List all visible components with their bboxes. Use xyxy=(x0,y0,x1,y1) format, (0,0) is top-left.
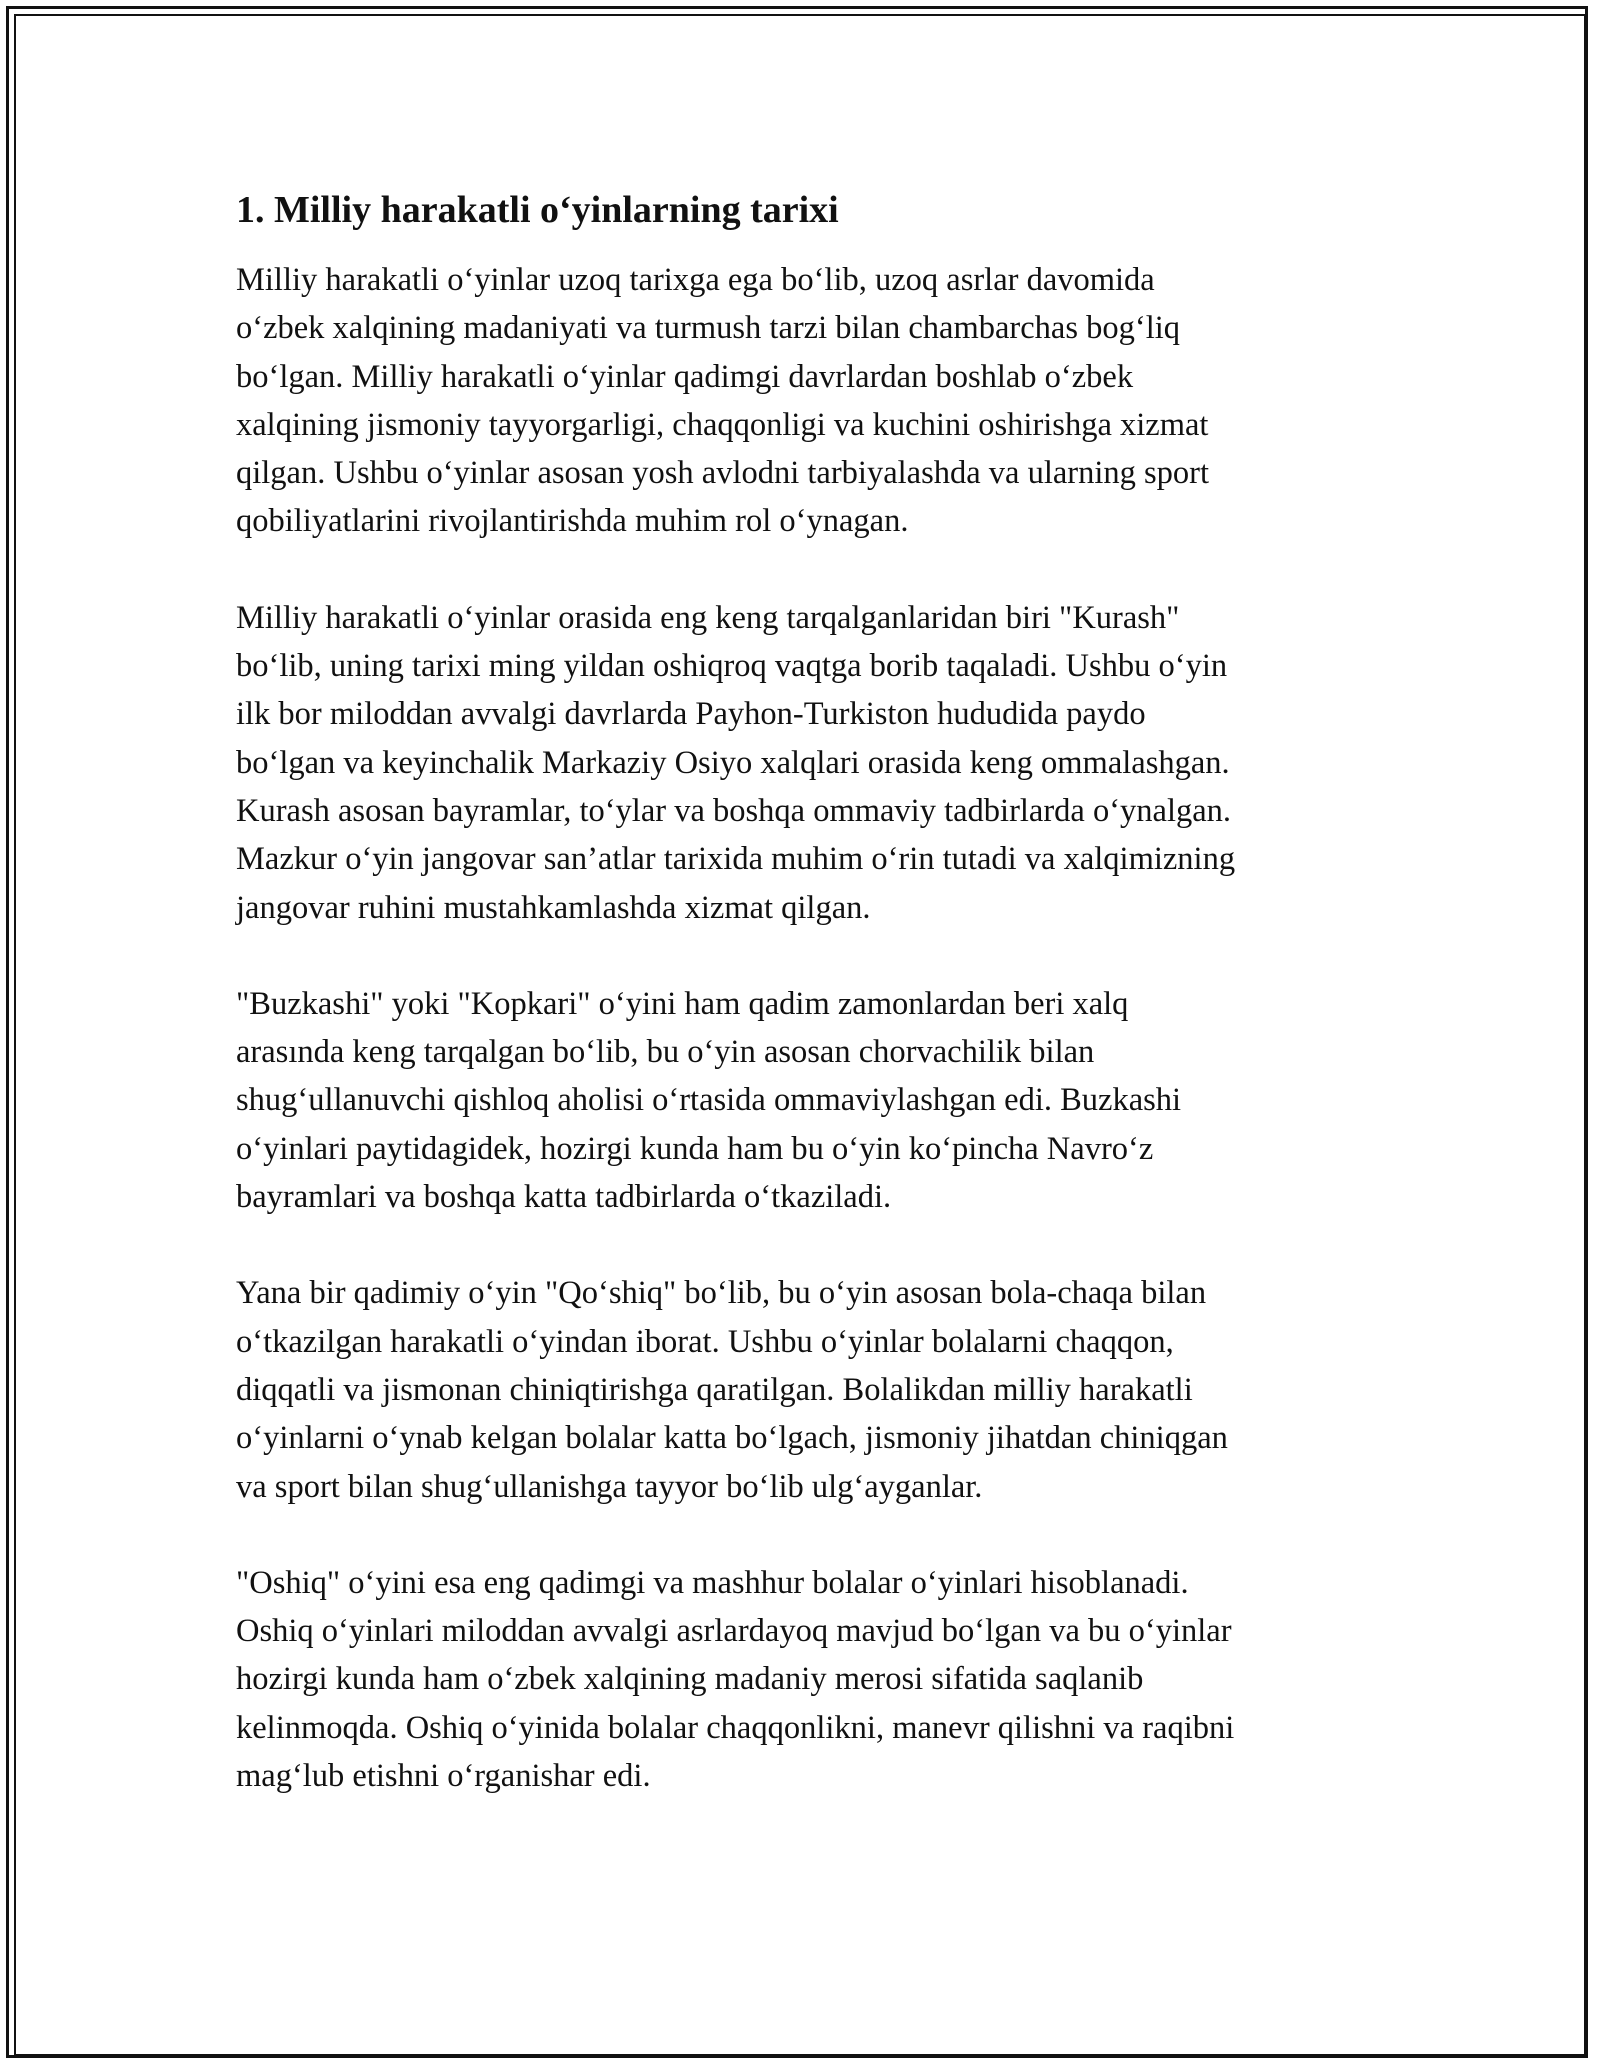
text-line: Mazkur o‘yin jangovar san’atlar tarixida muhim o‘rin tutadi va xalqimizning xyxy=(236,841,1236,878)
text-line: Milliy harakatli o‘yinlar uzoq tarixga ega bo‘lib, uzoq asrlar davomida xyxy=(236,262,1155,298)
section-title: 1. Milliy harakatli o‘yinlarning tarixi xyxy=(236,189,839,231)
text-line: Milliy harakatli o‘yinlar orasida eng keng tarqalganlaridan biri "Kurash" xyxy=(236,599,1180,636)
text-line: xalqining jismoniy tayyorgarligi, chaqqonligi va kuchini oshirishga xizmat xyxy=(236,406,1209,443)
paragraph-container xyxy=(236,256,1366,1800)
paragraph-1 xyxy=(236,256,1366,546)
text-line: va sport bilan shug‘ullanishga tayyor bo‘lib ulg‘ayganlar. xyxy=(236,1468,983,1505)
text-line: jangovar ruhini mustahkamlashda xizmat qilgan. xyxy=(236,889,871,926)
text-line: bayramlari va boshqa katta tadbirlarda o‘tkaziladi. xyxy=(236,1179,892,1216)
document-body xyxy=(236,178,1366,1848)
text-line: hozirgi kunda ham o‘zbek xalqining madaniy merosi sifatida saqlanib xyxy=(236,1661,1144,1698)
text-line: o‘tkazilgan harakatli o‘yindan iborat. Ushbu o‘yinlar bolalarni chaqqon, xyxy=(236,1323,1174,1360)
text-line: bo‘lgan. Milliy harakatli o‘yinlar qadimgi davrlardan boshlab o‘zbek xyxy=(236,358,1134,395)
paragraph-5 xyxy=(236,1559,1366,1800)
text-line: o‘yinlari paytidagidek, hozirgi kunda ham bu o‘yin ko‘pincha Navro‘z xyxy=(236,1130,1154,1167)
text-line: Yana bir qadimiy o‘yin "Qo‘shiq" bo‘lib, bu o‘yin asosan bola-chaqa bilan xyxy=(236,1275,1207,1312)
text-line: qobiliyatlarini rivojlantirishda muhim rol o‘ynagan. xyxy=(236,503,909,540)
text-line: o‘zbek xalqining madaniyati va turmush tarzi bilan chambarchas bog‘liq xyxy=(236,310,1181,347)
text-line: bo‘lib, uning tarixi ming yildan oshiqroq vaqtga borib taqaladi. Ushbu o‘yin xyxy=(236,648,1228,685)
text-line: shug‘ullanuvchi qishloq aholisi o‘rtasida ommaviylashgan edi. Buzkashi xyxy=(236,1082,1182,1119)
text-line: bo‘lgan va keyinchalik Markaziy Osiyo xalqlari orasida keng ommalashgan. xyxy=(236,744,1230,781)
text-line: o‘yinlarni o‘ynab kelgan bolalar katta bo‘lgach, jismoniy jihatdan chiniqgan xyxy=(236,1420,1228,1457)
text-line: Kurash asosan bayramlar, to‘ylar va boshqa ommaviy tadbirlarda o‘ynalgan. xyxy=(236,792,1232,829)
paragraph-4 xyxy=(236,1269,1366,1510)
text-line: qilgan. Ushbu o‘yinlar asosan yosh avlodni tarbiyalashda va ularning sport xyxy=(236,455,1210,492)
text-line: arasında keng tarqalgan bo‘lib, bu o‘yin asosan chorvachilik bilan xyxy=(236,1034,1095,1071)
paragraph-3 xyxy=(236,980,1366,1221)
text-line: "Oshiq" o‘yini esa eng qadimgi va mashhur bolalar o‘yinlari hisoblanadi. xyxy=(236,1564,1189,1601)
paragraph-2 xyxy=(236,594,1366,932)
text-line: mag‘lub etishni o‘rganishar edi. xyxy=(236,1758,651,1795)
text-line: "Buzkashi" yoki "Kopkari" o‘yini ham qadim zamonlardan beri xalq xyxy=(236,985,1129,1022)
text-line: ilk bor miloddan avvalgi davrlarda Payhon-Turkiston hududida paydo xyxy=(236,696,1146,733)
text-line: Oshiq o‘yinlari miloddan avvalgi asrlardayoq mavjud bo‘lgan va bu o‘yinlar xyxy=(236,1613,1232,1650)
text-line: diqqatli va jismonan chiniqtirishga qaratilgan. Bolalikdan milliy harakatli xyxy=(236,1371,1193,1408)
text-line: kelinmoqda. Oshiq o‘yinida bolalar chaqqonlikni, manevr qilishni va raqibni xyxy=(236,1709,1235,1746)
